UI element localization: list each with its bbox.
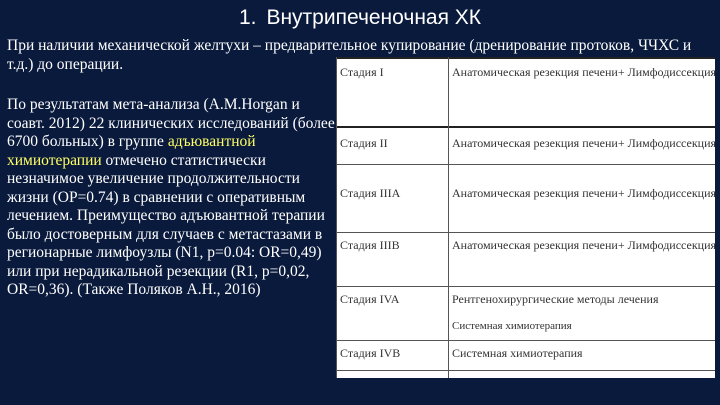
row-divider — [336, 232, 715, 233]
table-border-left — [336, 57, 337, 130]
stage-table-main — [336, 126, 715, 378]
stage-label: Стадия IVA — [340, 292, 400, 306]
adjuvant-chemo-highlight: адъювантной химиотерапии — [7, 133, 256, 169]
title-number: 1. — [238, 6, 257, 29]
row-divider — [336, 370, 715, 371]
slide-title — [0, 4, 720, 32]
paragraph-jaundice: При наличии механической желтухи – предварительное купирование (дренирование протоков, ЧЧХС и т.д.) до операции. — [7, 37, 692, 73]
row-divider — [336, 340, 715, 341]
table-column-divider — [448, 57, 449, 130]
row-divider — [336, 164, 715, 165]
treatment-label: Анатомическая резекция печени+ Лимфодиссекция — [452, 65, 717, 79]
stage-label: Стадия IVB — [340, 346, 401, 360]
table-border-top — [336, 126, 715, 128]
treatment-label: Анатомическая резекция печени+ Лимфодиссекция — [452, 186, 717, 200]
stage-table-top — [336, 57, 715, 130]
stage-label: Стадия IIIA — [340, 186, 401, 200]
treatment-label-secondary: Системная химиотерапия — [452, 320, 572, 332]
table-border-top — [336, 57, 715, 59]
stage-label: Стадия II — [340, 136, 388, 150]
treatment-label: Анатомическая резекция печени+ Лимфодиссекция — [452, 136, 717, 150]
treatment-label: Системная химиотерапия — [452, 346, 583, 360]
paragraph-meta-part1: По результатам мета-анализа (A.M.Horgan и соавт. 2012) 22 клинических исследований (более 6700 больных) в группе — [7, 96, 335, 150]
paragraph-meta-part2: отмечено статистически незначимое увеличение продолжительности жизни (ОР=0.74) в сравнении с оперативным лечением. Преимущество адъювантной терапии было достоверным для случаев с метастазами в регионарные лимфоузлы (N1, р=0.04: OR=0,49) или при нерадикальной резекции (R1, р=0,02, OR=0,36). (Также Поляков А.Н., 2016) — [7, 151, 325, 298]
treatment-label: Рентгенохирургические методы лечения — [452, 292, 659, 306]
stage-label: Стадия I — [340, 65, 384, 79]
title-text: Внутрипеченочная ХК — [266, 6, 482, 29]
stage-label: Стадия IIIB — [340, 238, 400, 252]
paragraph-meta-analysis — [7, 96, 337, 300]
row-divider — [336, 286, 715, 287]
treatment-label: Анатомическая резекция печени+ Лимфодиссекция — [452, 238, 717, 252]
